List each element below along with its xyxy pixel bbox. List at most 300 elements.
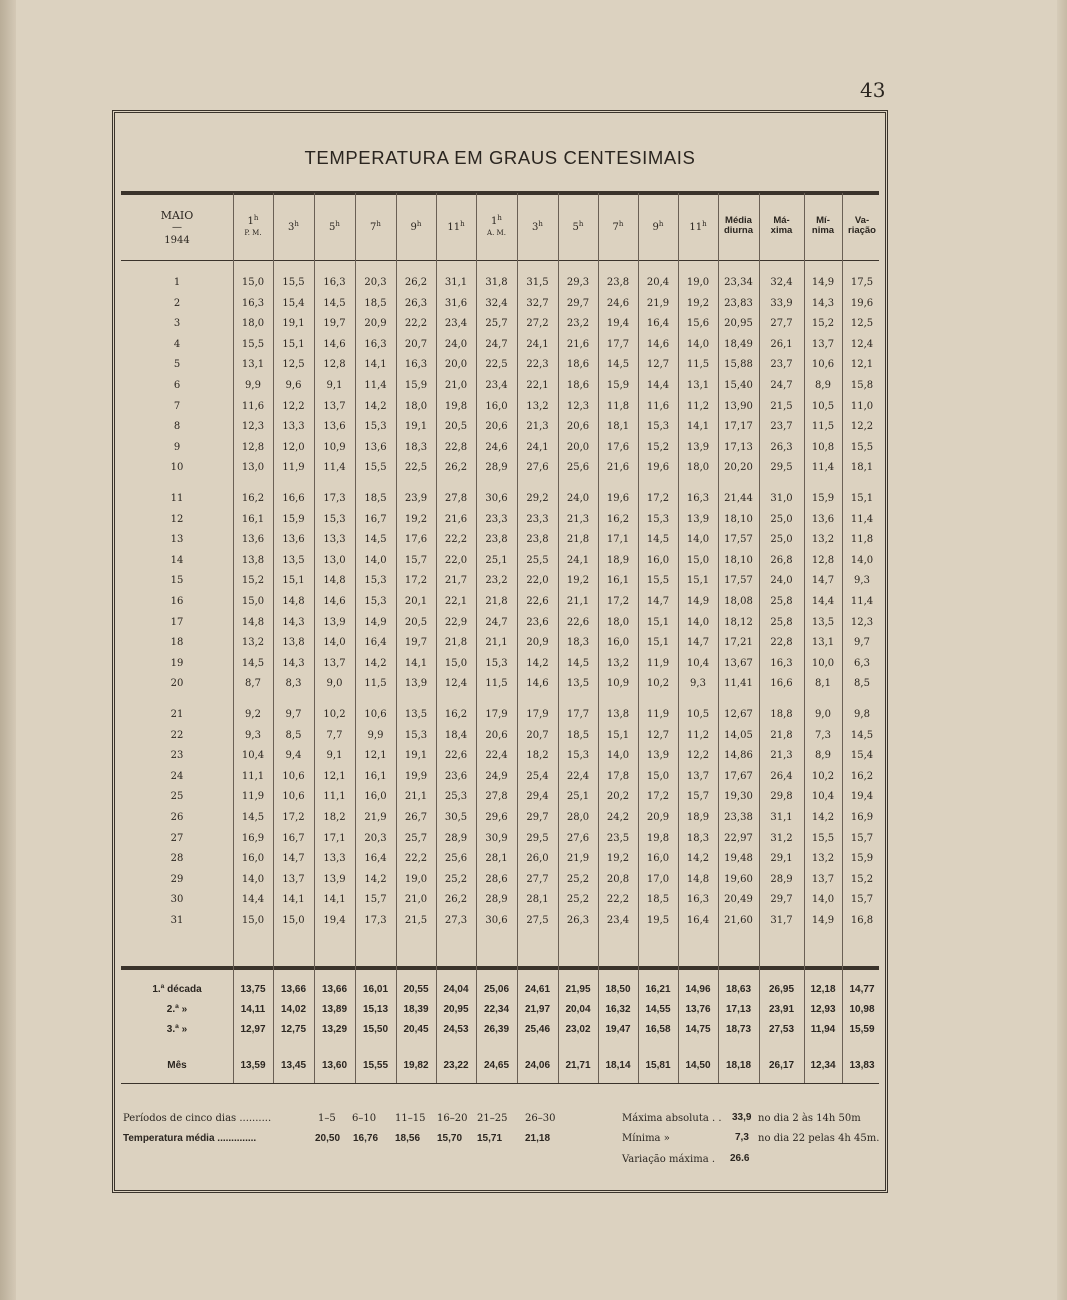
- table-cell: 16,3: [323, 277, 346, 288]
- table-cell: 17,9: [526, 709, 549, 720]
- table-cell: 17,57: [724, 534, 753, 546]
- summary-cell: 15,50: [362, 1024, 389, 1035]
- table-cell: 19,2: [606, 853, 630, 865]
- table-cell: 22,2: [404, 853, 428, 865]
- min-absolute-value: 7,3: [735, 1132, 749, 1143]
- row-day: 24: [170, 770, 184, 782]
- table-cell: 30,6: [485, 493, 508, 504]
- column-header-main: 3: [288, 222, 295, 233]
- table-cell: 9,9: [245, 380, 261, 391]
- table-cell: 21,3: [566, 513, 590, 525]
- table-cell: 13,7: [686, 770, 710, 782]
- table-cell: 15,0: [686, 554, 710, 566]
- table-cell: 15,6: [686, 318, 710, 330]
- table-cell: 20,4: [646, 277, 670, 288]
- summary-cell: 18,50: [605, 984, 631, 995]
- table-cell: 10,5: [811, 400, 835, 412]
- table-cell: 19,9: [404, 770, 428, 782]
- column-header-main: Má-: [773, 215, 790, 226]
- column-header: [517, 219, 558, 233]
- table-cell: 18,49: [724, 338, 753, 350]
- table-cell: 15,88: [724, 359, 753, 371]
- max-variation-label: Variação máxima .: [622, 1154, 716, 1165]
- column-header-main: 11: [689, 222, 703, 233]
- table-cell: 20,20: [724, 462, 753, 474]
- table-cell: 11,4: [850, 513, 874, 525]
- table-cell: 31,1: [770, 812, 793, 823]
- table-cell: 14,0: [686, 338, 710, 350]
- table-cell: 15,5: [282, 277, 305, 288]
- table-cell: 14,7: [811, 575, 835, 587]
- table-cell: 29,7: [526, 812, 549, 823]
- table-cell: 15,4: [282, 297, 305, 309]
- summary-cell: 15,59: [849, 1024, 875, 1035]
- summary-cell: 23,91: [768, 1004, 795, 1015]
- table-cell: 9,0: [326, 678, 343, 690]
- row-day: 10: [170, 462, 184, 474]
- table-cell: 25,6: [444, 853, 468, 865]
- table-cell: 12,1: [323, 770, 346, 782]
- table-cell: 19,5: [646, 915, 670, 926]
- table-cell: 25,0: [770, 534, 793, 546]
- table-cell: 17,13: [724, 441, 753, 453]
- table-cell: 31,2: [770, 832, 793, 844]
- table-cell: 23,7: [770, 359, 793, 371]
- table-cell: 22,5: [404, 462, 428, 474]
- row-day: 22: [170, 729, 184, 741]
- table-cell: 16,4: [646, 318, 670, 330]
- table-cell: 9,8: [854, 709, 870, 720]
- summary-cell: 16,32: [605, 1004, 631, 1015]
- row-day: 4: [173, 338, 181, 350]
- table-rule: [121, 193, 879, 195]
- table-cell: 18,4: [444, 729, 468, 741]
- summary-cell: 13,75: [240, 984, 266, 995]
- table-cell: 26,2: [404, 277, 428, 288]
- table-cell: 22,2: [606, 894, 630, 906]
- table-cell: 14,9: [811, 915, 835, 926]
- table-cell: 13,2: [606, 657, 630, 669]
- table-cell: 16,6: [282, 493, 305, 504]
- mean-temperature-value: 20,50: [315, 1133, 341, 1144]
- table-cell: 25,3: [444, 791, 468, 803]
- table-cell: 31,1: [444, 277, 468, 288]
- table-cell: 13,1: [811, 637, 835, 649]
- row-day: 31: [170, 915, 184, 926]
- max-absolute-label: Máxima absoluta . .: [622, 1113, 722, 1124]
- table-cell: 10,2: [646, 678, 670, 690]
- column-header: [436, 219, 476, 233]
- column-header-main: Mí-: [816, 215, 830, 226]
- table-cell: 9,7: [285, 709, 302, 720]
- table-cell: 16,4: [364, 637, 387, 649]
- table-cell: 26,4: [770, 770, 793, 782]
- table-cell: 18,5: [646, 894, 670, 906]
- table-rule: [121, 260, 879, 261]
- table-cell: 29,3: [566, 277, 590, 288]
- table-cell: 16,7: [282, 832, 305, 844]
- table-cell: 16,2: [444, 709, 468, 720]
- table-cell: 14,2: [364, 873, 387, 885]
- summary-cell: 27,53: [768, 1024, 795, 1035]
- table-cell: 19,4: [606, 318, 630, 330]
- table-cell: 8,7: [245, 678, 261, 690]
- table-cell: 28,0: [566, 812, 590, 823]
- table-cell: 13,9: [323, 873, 346, 885]
- column-header-sup: h: [294, 220, 299, 228]
- table-cell: 15,40: [724, 380, 753, 391]
- page-number: 43: [860, 78, 886, 102]
- table-cell: 14,7: [686, 637, 710, 649]
- table-cell: 18,5: [566, 729, 590, 741]
- table-cell: 9,3: [690, 678, 706, 690]
- table-cell: 14,8: [323, 575, 346, 587]
- table-cell: 15,9: [282, 513, 305, 525]
- table-cell: 26,3: [566, 915, 590, 926]
- summary-cell: 18,39: [403, 1004, 429, 1015]
- column-header-sup: h: [658, 220, 664, 228]
- table-cell: 11,6: [241, 400, 265, 412]
- table-cell: 9,9: [367, 729, 384, 741]
- table-cell: 19,2: [566, 575, 590, 587]
- table-cell: 27,7: [770, 318, 793, 330]
- column-header: [718, 216, 759, 236]
- table-cell: 18,9: [606, 554, 630, 566]
- table-cell: 20,5: [444, 421, 468, 433]
- table-cell: 14,3: [282, 657, 305, 669]
- table-cell: 25,5: [526, 554, 549, 566]
- row-day: 6: [173, 380, 181, 391]
- table-cell: 19,6: [606, 493, 630, 504]
- table-cell: 13,7: [323, 657, 346, 669]
- table-cell: 15,1: [606, 729, 630, 741]
- table-cell: 20,0: [566, 441, 590, 453]
- table-cell: 10,4: [241, 750, 265, 762]
- summary-label: 1.ª década: [152, 984, 202, 995]
- column-header-main: 9: [652, 222, 659, 233]
- row-day: 11: [170, 493, 184, 504]
- table-cell: 11,8: [606, 400, 630, 412]
- table-cell: 24,1: [526, 441, 549, 453]
- table-cell: 25,8: [770, 616, 793, 628]
- table-cell: 16,0: [606, 637, 630, 649]
- table-cell: 24,9: [485, 770, 508, 782]
- table-cell: 19,2: [686, 297, 710, 309]
- table-cell: 22,0: [444, 554, 468, 566]
- table-cell: 18,0: [686, 462, 710, 474]
- table-cell: 18,6: [566, 359, 590, 371]
- table-cell: 20,3: [364, 277, 387, 288]
- table-cell: 29,7: [770, 894, 793, 906]
- table-cell: 16,3: [770, 657, 793, 669]
- table-cell: 19,30: [724, 791, 753, 803]
- table-cell: 17,67: [724, 770, 753, 782]
- table-cell: 12,1: [364, 750, 387, 762]
- table-cell: 14,6: [323, 338, 346, 350]
- table-cell: 27,6: [566, 832, 590, 844]
- table-cell: 17,6: [606, 441, 630, 453]
- summary-cell: 14,02: [280, 1004, 307, 1015]
- table-cell: 13,90: [724, 400, 753, 412]
- table-cell: 29,4: [526, 791, 549, 803]
- table-cell: 14,4: [811, 596, 835, 607]
- table-cell: 22,5: [485, 359, 508, 371]
- column-header: [273, 219, 314, 233]
- table-cell: 11,5: [811, 421, 835, 433]
- table-cell: 13,5: [282, 554, 305, 566]
- summary-cell: 11,94: [810, 1024, 836, 1035]
- table-cell: 21,6: [444, 513, 468, 525]
- table-cell: 17,2: [282, 812, 305, 823]
- table-cell: 16,9: [241, 832, 265, 844]
- table-cell: 13,8: [606, 709, 630, 720]
- table-cell: 24,0: [566, 493, 590, 504]
- table-cell: 7,7: [326, 729, 343, 741]
- table-cell: 20,6: [485, 729, 508, 741]
- table-cell: 17,2: [646, 493, 670, 504]
- table-cell: 24,0: [444, 338, 468, 350]
- table-cell: 11,6: [646, 400, 670, 412]
- table-cell: 28,9: [444, 832, 468, 844]
- table-cell: 9,3: [245, 729, 261, 741]
- table-cell: 23,4: [444, 318, 468, 330]
- summary-cell: 16,21: [645, 984, 671, 995]
- table-cell: 17,3: [323, 493, 346, 504]
- table-cell: 15,9: [850, 853, 874, 865]
- table-cell: 14,0: [686, 534, 710, 546]
- table-cell: 31,8: [485, 277, 508, 288]
- table-cell: 14,0: [606, 750, 630, 762]
- table-cell: 11,9: [646, 657, 670, 669]
- table-cell: 14,5: [364, 534, 387, 546]
- table-cell: 26,2: [444, 894, 468, 906]
- row-day: 26: [170, 812, 184, 823]
- summary-cell: 26,39: [483, 1024, 510, 1035]
- table-cell: 18,10: [724, 554, 753, 566]
- table-cell: 31,6: [444, 297, 468, 309]
- table-cell: 13,7: [811, 873, 835, 885]
- table-cell: 11,41: [724, 678, 753, 690]
- table-cell: 15,7: [850, 894, 874, 906]
- table-cell: 13,3: [282, 421, 305, 433]
- table-cell: 10,4: [811, 791, 835, 803]
- table-cell: 13,1: [686, 380, 710, 391]
- table-cell: 25,1: [566, 791, 590, 803]
- period-range: 16–20: [437, 1113, 468, 1124]
- table-cell: 28,9: [485, 894, 508, 906]
- table-cell: 13,6: [241, 534, 265, 546]
- table-cell: 24,7: [485, 338, 508, 350]
- table-cell: 9,7: [854, 637, 870, 649]
- table-cell: 14,9: [364, 616, 387, 628]
- table-cell: 22,2: [444, 534, 468, 546]
- column-header-sub: nima: [811, 225, 835, 236]
- table-cell: 10,5: [686, 709, 710, 720]
- table-cell: 23,2: [566, 318, 590, 330]
- table-cell: 18,5: [364, 493, 387, 504]
- period-range: 6–10: [352, 1113, 377, 1124]
- table-cell: 15,5: [850, 441, 874, 453]
- table-cell: 22,4: [485, 750, 508, 762]
- table-cell: 15,0: [646, 770, 670, 782]
- table-cell: 13,6: [282, 534, 305, 546]
- summary-cell: 12,75: [280, 1024, 307, 1035]
- table-cell: 19,2: [404, 513, 428, 525]
- table-cell: 15,7: [404, 554, 428, 566]
- table-cell: 16,3: [404, 359, 428, 371]
- table-cell: 18,5: [364, 297, 387, 309]
- column-header-main: 1: [491, 216, 498, 227]
- table-cell: 22,2: [404, 318, 428, 330]
- table-cell: 16,6: [770, 678, 793, 690]
- table-cell: 23,5: [606, 832, 630, 844]
- table-cell: 16,8: [850, 915, 874, 926]
- table-cell: 32,7: [526, 297, 549, 309]
- table-cell: 18,3: [686, 832, 710, 844]
- table-cell: 16,0: [646, 554, 670, 566]
- table-cell: 28,1: [485, 853, 508, 865]
- table-cell: 16,3: [241, 297, 265, 309]
- summary-cell: 12,34: [810, 1060, 836, 1071]
- table-cell: 13,0: [241, 462, 265, 474]
- table-cell: 8,9: [815, 750, 831, 762]
- table-cell: 7,3: [815, 729, 831, 741]
- table-cell: 8,5: [285, 729, 302, 741]
- column-header-main: 7: [612, 222, 619, 233]
- table-cell: 14,4: [241, 894, 265, 906]
- table-cell: 14,0: [364, 554, 387, 566]
- row-day: 15: [170, 575, 184, 587]
- summary-cell: 13,60: [321, 1060, 348, 1071]
- table-cell: 15,3: [646, 421, 670, 433]
- table-cell: 20,9: [364, 318, 387, 330]
- table-cell: 13,67: [724, 657, 753, 669]
- summary-cell: 24,06: [524, 1060, 551, 1071]
- table-cell: 20,6: [566, 421, 590, 433]
- table-cell: 14,1: [404, 657, 428, 669]
- table-cell: 15,3: [364, 596, 387, 607]
- table-cell: 20,0: [444, 359, 468, 371]
- table-cell: 25,7: [485, 318, 508, 330]
- table-cell: 31,5: [526, 277, 549, 288]
- table-cell: 12,8: [811, 554, 835, 566]
- column-header: [804, 216, 842, 236]
- table-cell: 14,6: [646, 338, 670, 350]
- table-cell: 29,8: [770, 791, 793, 803]
- table-cell: 13,7: [323, 400, 346, 412]
- table-cell: 13,6: [323, 421, 346, 433]
- table-cell: 21,44: [724, 493, 753, 504]
- column-header-main: 3: [532, 222, 539, 233]
- column-header-sub: riação: [848, 225, 876, 236]
- summary-cell: 25,06: [483, 984, 510, 995]
- column-header-sub: P. M.: [244, 229, 262, 237]
- table-cell: 29,6: [485, 812, 508, 823]
- table-cell: 23,6: [526, 616, 549, 628]
- period-range: 11–15: [395, 1113, 426, 1124]
- table-rule: [121, 968, 879, 970]
- table-cell: 17,8: [606, 770, 630, 782]
- table-cell: 14,6: [323, 596, 346, 607]
- summary-cell: 14,77: [849, 984, 875, 995]
- column-header: [355, 219, 396, 233]
- table-cell: 21,0: [444, 380, 468, 391]
- table-cell: 19,0: [686, 277, 710, 288]
- table-cell: 24,1: [566, 554, 590, 566]
- table-cell: 14,86: [724, 750, 753, 762]
- table-cell: 21,0: [404, 894, 428, 906]
- table-cell: 19,48: [724, 853, 753, 865]
- table-cell: 25,2: [566, 894, 590, 906]
- table-cell: 25,8: [770, 596, 793, 607]
- table-cell: 15,3: [404, 729, 428, 741]
- summary-cell: 18,18: [725, 1060, 752, 1071]
- period-range: 26–30: [525, 1113, 556, 1124]
- summary-cell: 13,59: [240, 1060, 266, 1071]
- table-cell: 11,4: [323, 462, 346, 474]
- table-cell: 27,7: [526, 873, 549, 885]
- table-cell: 10,6: [282, 791, 305, 803]
- summary-cell: 18,14: [605, 1060, 631, 1071]
- table-cell: 15,3: [646, 513, 670, 525]
- table-cell: 16,2: [850, 770, 874, 782]
- table-cell: 28,6: [485, 873, 508, 885]
- table-cell: 8,5: [854, 678, 870, 690]
- row-day: 20: [170, 678, 184, 690]
- table-cell: 13,6: [811, 513, 835, 525]
- table-cell: 29,2: [526, 493, 549, 504]
- table-cell: 14,5: [850, 729, 874, 741]
- table-cell: 15,5: [241, 338, 265, 350]
- table-cell: 14,05: [724, 729, 753, 741]
- table-cell: 15,2: [850, 873, 874, 885]
- table-cell: 25,6: [566, 462, 590, 474]
- table-cell: 27,6: [526, 462, 549, 474]
- table-cell: 24,6: [485, 441, 508, 453]
- row-day: 12: [170, 513, 184, 525]
- table-cell: 15,9: [606, 380, 630, 391]
- table-cell: 17,1: [323, 832, 346, 844]
- table-cell: 13,9: [646, 750, 670, 762]
- table-cell: 14,7: [646, 596, 670, 607]
- table-cell: 14,2: [526, 657, 549, 669]
- summary-cell: 13,66: [280, 984, 307, 995]
- summary-cell: 24,65: [483, 1060, 510, 1071]
- table-cell: 21,6: [606, 462, 630, 474]
- summary-cell: 20,95: [443, 1004, 469, 1015]
- table-cell: 13,3: [323, 534, 346, 546]
- table-cell: 12,5: [850, 318, 874, 330]
- table-cell: 17,7: [606, 338, 630, 350]
- table-cell: 15,3: [364, 575, 387, 587]
- min-absolute-when: no dia 22 pelas 4h 45m.: [758, 1133, 880, 1144]
- column-header: [842, 216, 882, 236]
- table-cell: 8,3: [285, 678, 302, 690]
- table-cell: 14,1: [364, 359, 387, 371]
- row-day: 8: [173, 421, 181, 433]
- table-cell: 14,9: [686, 596, 710, 607]
- table-cell: 27,3: [444, 915, 468, 926]
- table-cell: 20,2: [606, 791, 630, 803]
- table-cell: 9,3: [854, 575, 870, 587]
- table-cell: 26,3: [770, 441, 793, 453]
- table-cell: 21,9: [566, 853, 590, 865]
- summary-cell: 26,95: [768, 984, 795, 995]
- row-day: 3: [173, 318, 181, 330]
- table-cell: 16,7: [364, 513, 387, 525]
- row-day: 7: [173, 400, 181, 412]
- table-cell: 19,6: [646, 462, 670, 474]
